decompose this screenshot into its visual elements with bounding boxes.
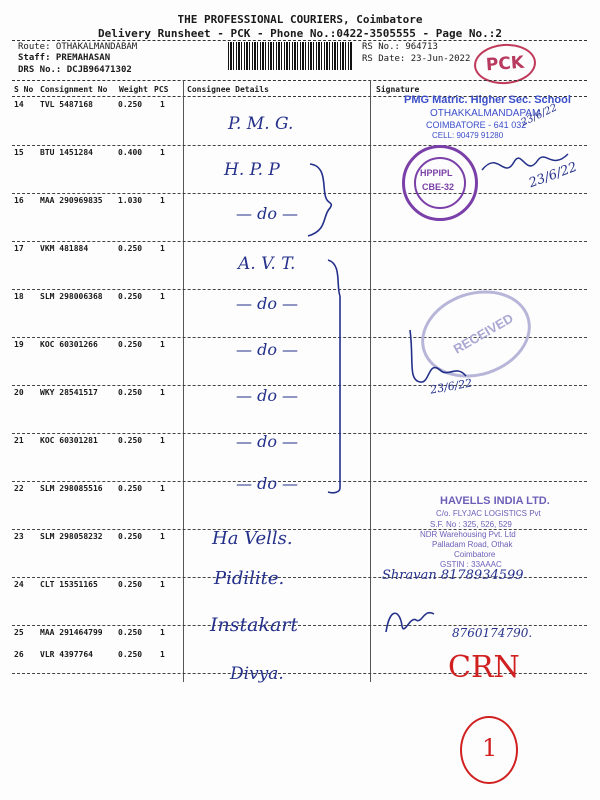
- handwritten-ditto: — do —: [236, 432, 299, 451]
- row-weight: 0.250: [118, 436, 143, 445]
- header-divider: [12, 40, 587, 41]
- signature-date: 23/6/22: [526, 159, 580, 192]
- row-sno: 25: [14, 628, 24, 637]
- row-sno: 17: [14, 244, 24, 253]
- rs-number: RS No.: 964713: [362, 42, 438, 52]
- row-sno: 15: [14, 148, 24, 157]
- school-stamp-city: COIMBATORE - 641 032: [426, 120, 527, 130]
- row-weight: 0.250: [118, 292, 143, 301]
- row-weight: 1.030: [118, 196, 143, 205]
- row-pcs: 1: [160, 628, 165, 637]
- col-header-pcs: PCS: [154, 85, 169, 94]
- handwritten-shravan-phone: Shravan 8178934599: [382, 568, 524, 583]
- row-weight: 0.250: [118, 532, 143, 541]
- barcode: [228, 42, 352, 70]
- signature-date: 23/6/22: [429, 376, 474, 397]
- row-pcs: 1: [160, 340, 165, 349]
- row-pcs: 1: [160, 196, 165, 205]
- row-pcs: 1: [160, 484, 165, 493]
- havells-stamp-line: NDR Warehousing Pvt. Ltd: [420, 530, 516, 539]
- row-consignment: KOC 60301266: [40, 340, 98, 349]
- havells-stamp-line: GSTIN : 33AAAC: [440, 560, 502, 569]
- handwritten-ditto: — do —: [236, 474, 299, 493]
- row-sno: 21: [14, 436, 24, 445]
- col-header-sno: S No: [14, 85, 34, 94]
- handwritten-hpp: H. P. P: [224, 160, 280, 180]
- row-consignment: KOC 60301281: [40, 436, 98, 445]
- havells-stamp-line: Palladam Road, Othak: [432, 540, 513, 549]
- havells-stamp-title: HAVELLS INDIA LTD.: [440, 495, 550, 507]
- table-row: [12, 386, 587, 434]
- handwritten-instakart: Instakart: [210, 614, 299, 636]
- row-sno: 24: [14, 580, 24, 589]
- row-consignment: VKM 481884: [40, 244, 89, 253]
- row-consignment: MAA 291464799: [40, 628, 103, 637]
- handwritten-ditto: — do —: [236, 340, 299, 359]
- row-consignment: MAA 290969835: [40, 196, 103, 205]
- row-consignment: CLT 15351165: [40, 580, 98, 589]
- row-sno: 23: [14, 532, 24, 541]
- school-stamp-name: PMG Matric. Higher Sec. School: [404, 94, 571, 106]
- handwritten-brace: [300, 160, 340, 240]
- table-row: [12, 242, 587, 290]
- handwritten-crn: CRN: [448, 650, 520, 685]
- row-sno: 16: [14, 196, 24, 205]
- row-weight: 0.250: [118, 340, 143, 349]
- col-header-consignee: Consignee Details: [187, 85, 269, 94]
- row-weight: 0.250: [118, 484, 143, 493]
- row-pcs: 1: [160, 100, 165, 109]
- pck-badge: PCK: [473, 42, 538, 86]
- handwritten-pmg: P. M. G.: [228, 114, 294, 134]
- row-weight: 0.250: [118, 100, 143, 109]
- row-pcs: 1: [160, 388, 165, 397]
- row-weight: 0.250: [118, 628, 143, 637]
- table-row: [12, 578, 587, 626]
- row-pcs: 1: [160, 436, 165, 445]
- handwritten-avt: A. V. T.: [238, 254, 296, 274]
- row-pcs: 1: [160, 532, 165, 541]
- row-weight: 0.250: [118, 388, 143, 397]
- handwritten-ditto: — do —: [236, 204, 299, 223]
- circled-number: 1: [482, 734, 498, 762]
- row-consignment: WKY 28541517: [40, 388, 98, 397]
- row-consignment: SLM 298085516: [40, 484, 103, 493]
- row-consignment: SLM 298058232: [40, 532, 103, 541]
- table-row: [12, 434, 587, 482]
- runsheet-title: Delivery Runsheet - PCK - Phone No.:0422-3505555 - Page No.:2: [98, 27, 502, 40]
- row-sno: 20: [14, 388, 24, 397]
- havells-stamp-line: Coimbatore: [454, 550, 496, 559]
- drs-number: DRS No.: DCJB96471302: [18, 65, 132, 75]
- col-header-signature: Signature: [376, 85, 420, 94]
- handwritten-brace: [322, 256, 352, 496]
- handwritten-pidilite: Pidilite.: [214, 568, 285, 589]
- row-sno: 22: [14, 484, 24, 493]
- company-title: THE PROFESSIONAL COURIERS, Coimbatore: [177, 13, 423, 26]
- row-pcs: 1: [160, 148, 165, 157]
- rs-date: RS Date: 23-Jun-2022: [362, 54, 471, 64]
- handwritten-divya: Divya.: [230, 664, 284, 684]
- row-weight: 0.250: [118, 244, 143, 253]
- seal-hppl-code: CBE-32: [422, 182, 455, 192]
- row-pcs: 1: [160, 244, 165, 253]
- handwritten-ditto: — do —: [236, 294, 299, 313]
- handwritten-havells: Ha Vells.: [212, 528, 293, 549]
- row-weight: 0.250: [118, 650, 143, 659]
- row-consignment: BTU 1451284: [40, 148, 93, 157]
- row-weight: 0.400: [118, 148, 143, 157]
- row-consignment: SLM 298006368: [40, 292, 103, 301]
- col-header-weight: Weight: [119, 85, 148, 94]
- handwritten-ditto: — do —: [236, 386, 299, 405]
- row-consignment: TVL 5487168: [40, 100, 93, 109]
- route-label: Route: OTHAKALMANDABAM: [18, 42, 138, 52]
- signature-date: 23/6/22: [519, 102, 560, 129]
- handwritten-phone: 8760174790.: [452, 626, 533, 640]
- table-top-divider: [12, 80, 587, 81]
- row-pcs: 1: [160, 580, 165, 589]
- seal-hppl-label: HPPIPL: [420, 168, 453, 178]
- row-consignment: VLR 4397764: [40, 650, 93, 659]
- received-seal-text: RECEIVED: [450, 310, 516, 357]
- row-sno: 19: [14, 340, 24, 349]
- school-stamp-cell: CELL: 90479 91280: [432, 131, 504, 140]
- row-pcs: 1: [160, 650, 165, 659]
- row-pcs: 1: [160, 292, 165, 301]
- row-sno: 26: [14, 650, 24, 659]
- signature-mark: [380, 596, 440, 640]
- havells-stamp-line: S.F. No : 325, 526, 529: [430, 520, 512, 529]
- row-weight: 0.250: [118, 580, 143, 589]
- havells-stamp-line: C/o. FLYJAC LOGISTICS Pvt: [436, 509, 541, 518]
- row-sno: 18: [14, 292, 24, 301]
- school-stamp-place: OTHAKKALMANDAPAM: [430, 108, 541, 119]
- staff-label: Staff: PREMAHASAN: [18, 53, 111, 63]
- col-header-consignment: Consignment No: [40, 85, 108, 94]
- row-sno: 14: [14, 100, 24, 109]
